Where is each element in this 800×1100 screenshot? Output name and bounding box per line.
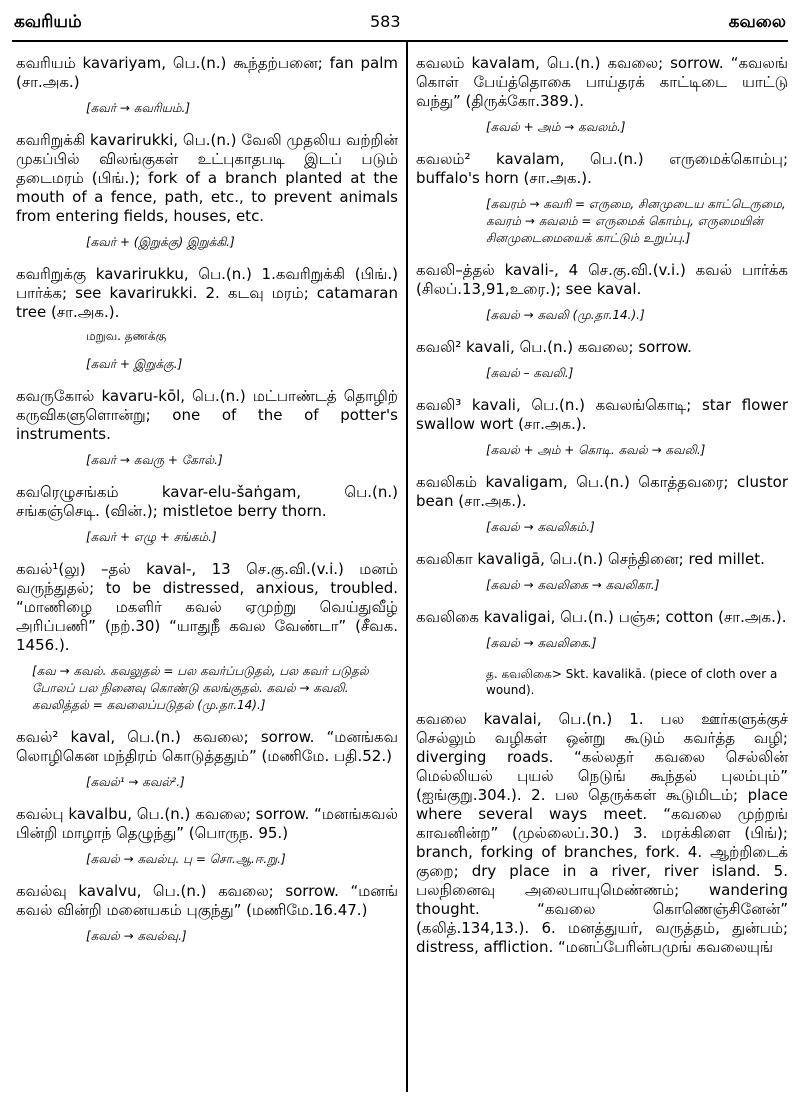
etymology: [கவர் → கவரியம்.] [86, 101, 191, 115]
entry-kaval-1: கவல்¹(லு) –தல் kaval-, 13 செ.கு.வி.(v.i.) மனம் வருந்துதல்; to be distressed, anxious, troubled. “மாணிழை மகளிர் கவல் ஏமுற்று வெய்துவீழ் அரிப்பணி” (நற்.30) “யாதுநீ கவல வேண்டா” (சீவக. 1456.). [16, 560, 398, 654]
header-right-guideword: கவலை [728, 12, 786, 32]
entry-kavaligam: கவலிகம் kavaligam, பெ.(n.) கொத்தவரை; clustor bean (சா.அக.). [416, 473, 788, 510]
page-header [0, 0, 800, 40]
etymology: [கவரம் → கவரி = எருமை, சினமுடைய காட்டெருமை, கவரம் → கவலம் = எருமைக் கொம்பு, எருமையின் சினமுடைமையைக் காட்டும் உறுப்பு.] [486, 197, 786, 245]
entry-kavariyam: கவரியம் kavariyam, பெ.(n.) கூந்தற்பனை; fan palm (சா.அக.) [16, 54, 398, 91]
entry-kavaligai: கவலிகை kavaligai, பெ.(n.) பஞ்சு; cotton (சா.அக.). [416, 608, 787, 626]
left-column [16, 54, 398, 1094]
etymology: [கவல் – கவலி.] [486, 366, 574, 380]
etymology: [கவல் → கவலிகம்.] [486, 520, 595, 534]
page-number: 583 [370, 12, 401, 31]
etymology: [கவல் → கவல்வு.] [86, 929, 187, 943]
synonym-note: மறுவ. தணக்கு [86, 329, 167, 343]
etymology: [கவர் + எழு + சங்கம்.] [86, 530, 217, 544]
entry-kavalam-2: கவலம்² kavalam, பெ.(n.) எருமைக்கொம்பு; buffalo's horn (சா.அக.). [416, 150, 788, 187]
entry-kavali-2: கவலி² kavali, பெ.(n.) கவலை; sorrow. [416, 338, 692, 356]
etymology: [கவர் → கவரு + கோல்.] [86, 453, 223, 467]
header-left-guideword: கவரியம் [14, 12, 82, 32]
etymology: [கவல் → கவலிகை → கவலிகா.] [486, 578, 660, 592]
entry-kavalbu: கவல்பு kavalbu, பெ.(n.) கவலை; sorrow. “மனங்கவல் பின்றி மாழாந் தெழுந்து” (பொருந. 95.) [16, 805, 398, 842]
etymology: [கவர் + இறுக்கு.] [86, 357, 183, 371]
entry-kavarirukki: கவரிறுக்கி kavarirukki, பெ.(n.) வேலி முதலிய வற்றின் முகப்பில் விலங்குகள் உட்புகாதபடி இடப் படும் தடைமரம் (பிங்.); fork of a branch planted at the mouth of a fence, path, etc., to prevent animals from entering fields, houses, etc. [16, 131, 398, 225]
entry-kavaliga: கவலிகா kavaligā, பெ.(n.) செந்தினை; red millet. [416, 550, 765, 568]
etymology: [கவல் + அம் + கொடி. கவல் → கவலி.] [486, 443, 706, 457]
right-column [416, 54, 788, 1094]
entry-kavalvu: கவல்வு kavalvu, பெ.(n.) கவலை; sorrow. “மனங் கவல் வின்றி மனையகம் புகுந்து” (மணிமே.16.47.) [16, 882, 398, 919]
entry-kavaru-kol: கவருகோல் kavaru-kōl, பெ.(n.) மட்பாண்டத் தொழிற் கருவிகளுளொன்று; one of the of potter's instruments. [16, 387, 398, 443]
loanword-note: த. கவலிகை> Skt. kavalikā. (piece of cloth over a wound). [486, 667, 778, 697]
column-divider [406, 42, 408, 1092]
etymology: [கவர் + (இறுக்கு) இறுக்கி.] [86, 235, 235, 249]
entry-kaval-2: கவல்² kaval, பெ.(n.) கவலை; sorrow. “மனங்கவ லொழிகென மந்திரம் கொடுத்ததும்” (மணிமே. பதி.52.) [16, 728, 398, 765]
etymology: [கவல் → கவல்பு. பு = சொ.ஆ.ஈ.று.] [86, 852, 286, 866]
entry-kavali-3: கவலி³ kavali, பெ.(n.) கவலங்கொடி; star flower swallow wort (சா.அக.). [416, 396, 788, 433]
etymology: [கவல் → கவலிகை.] [486, 636, 597, 650]
entry-kavali-ttal: கவலி–த்தல் kavali-, 4 செ.கு.வி.(v.i.) கவல் பார்க்க (சிலப்.13,91,உரை.); see kaval. [416, 261, 788, 298]
etymology: [கவ → கவல். கவலுதல் = பல கவர்ப்படுதல், பல கவர் படுதல் போலப் பல நினைவு கொண்டு கலங்குதல். கவல் → கவலி. கவலித்தல் = கவலைப்படுதல் (மு.தா.14).] [32, 664, 369, 712]
etymology: [கவல் + அம் → கவலம்.] [486, 120, 626, 134]
etymology: [கவல் → கவலி (மு.தா.14.).] [486, 308, 645, 322]
entry-kavalam-1: கவலம் kavalam, பெ.(n.) கவலை; sorrow. “கவலங் கொள் பேய்த்தொகை பாய்தரக் காட்டிடை யாட்டு வந்து” (திருக்கோ.389.). [416, 54, 788, 110]
header-rule [12, 40, 788, 42]
entry-kavarirukku: கவரிறுக்கு kavarirukku, பெ.(n.) 1.கவரிறுக்கி (பிங்.) பார்க்க; see kavarirukki. 2. கடவு மரம்; catamaran tree (சா.அக.). [16, 265, 398, 321]
etymology: [கவல்¹ → கவல்².] [86, 775, 185, 789]
entry-kavar-elu-sangam: கவரெழுசங்கம் kavar-elu-šaṅgam, பெ.(n.) சங்கஞ்செடி. (வின்.); mistletoe berry thorn. [16, 483, 398, 520]
entry-kavalai: கவலை kavalai, பெ.(n.) 1. பல ஊர்களுக்குச் செல்லும் வழிகள் ஒன்று கூடும் கவர்த்த வழி; diverging roads. “கல்லதர் கவலை செல்லின் மெல்லியல் புயல் நெடுங் கூந்தல் புலம்பும்” (ஐங்குறு.304.). 2. பல தெருக்கள் கூடுமிடம்; place where several ways meet. “கவலை முற்றங் காவனின்ற” (முல்லைப்.30.) 3. மரக்கிளை (பிங்); branch, forking of branches, fork. 4. ஆற்றிடைக் குறை; dry place in a river, river island. 5. பலநினைவு அலைபாயுமெண்ணம்; wandering thought. “கவலை கொணெஞ்சினேன்” (கலித்.134,13.). 6. மனத்துயர், வருத்தம், துன்பம்; distress, affliction. “மனப்பேரின்பமுங் கவலையுங் [416, 710, 788, 956]
